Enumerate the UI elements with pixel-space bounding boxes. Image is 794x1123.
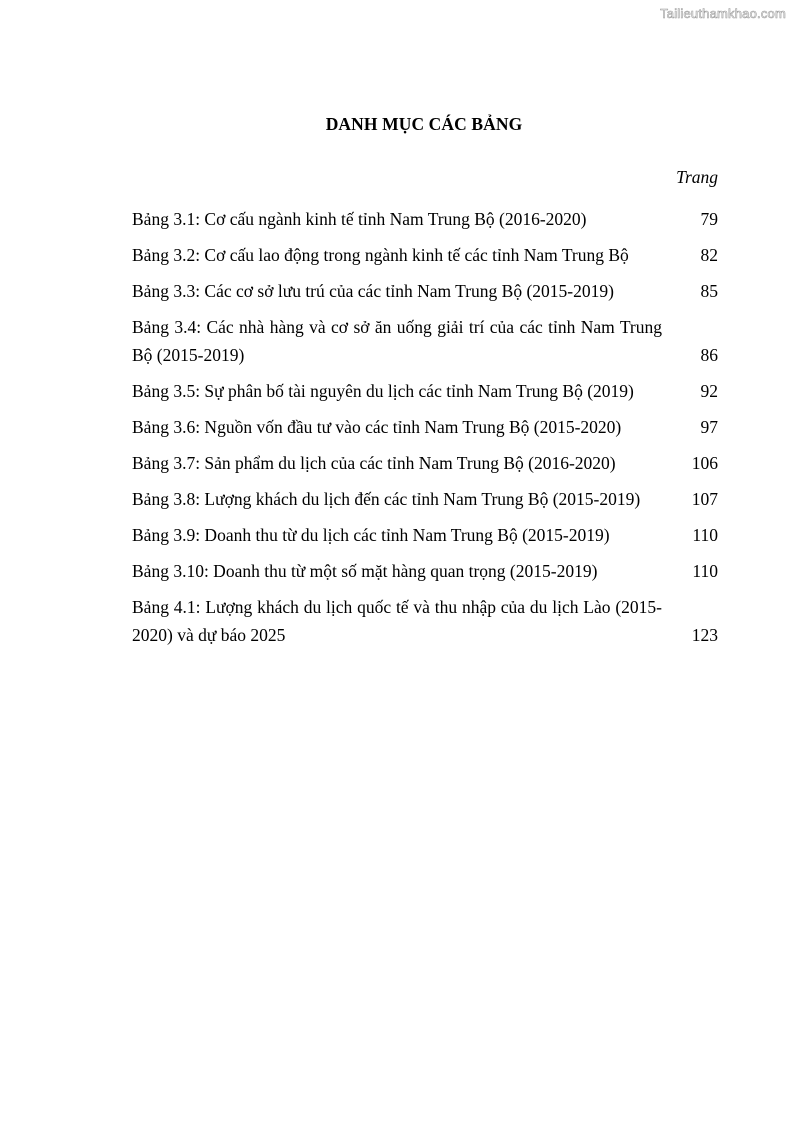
list-item[interactable] <box>132 557 718 585</box>
entry-title: Bảng 4.1: Lượng khách du lịch quốc tế và thu nhập của du lịch Lào (2015-2020) và dự báo 2025 <box>132 597 662 645</box>
entry-title: Bảng 3.7: Sản phẩm du lịch của các tỉnh Nam Trung Bộ (2016-2020) <box>132 453 616 473</box>
list-item[interactable] <box>132 313 718 369</box>
list-item[interactable] <box>132 377 718 405</box>
entry-page-number: 106 <box>691 453 718 473</box>
list-item[interactable] <box>132 593 718 649</box>
list-item[interactable] <box>132 277 718 305</box>
list-item[interactable] <box>132 449 718 477</box>
entry-title: Bảng 3.5: Sự phân bố tài nguyên du lịch các tỉnh Nam Trung Bộ (2019) <box>132 381 634 401</box>
entry-page-number: 86 <box>700 345 718 365</box>
list-item[interactable] <box>132 521 718 549</box>
entry-title: Bảng 3.8: Lượng khách du lịch đến các tỉnh Nam Trung Bộ (2015-2019) <box>132 489 641 509</box>
page-title: DANH MỤC CÁC BẢNG <box>325 114 523 134</box>
entry-page-number: 97 <box>700 417 718 437</box>
entry-title: Bảng 3.6: Nguồn vốn đầu tư vào các tỉnh Nam Trung Bộ (2015-2020) <box>132 417 622 437</box>
page-column-label: Trang <box>676 167 718 187</box>
entry-title: Bảng 3.3: Các cơ sở lưu trú của các tỉnh Nam Trung Bộ (2015-2019) <box>132 281 614 301</box>
entry-page-number: 123 <box>691 625 718 645</box>
entry-title: Bảng 3.9: Doanh thu từ du lịch các tỉnh Nam Trung Bộ (2015-2019) <box>132 525 610 545</box>
entry-title: Bảng 3.10: Doanh thu từ một số mặt hàng quan trọng (2015-2019) <box>132 561 598 581</box>
entry-page-number: 110 <box>692 561 718 581</box>
entry-title: Bảng 3.4: Các nhà hàng và cơ sở ăn uống giải trí của các tỉnh Nam Trung Bộ (2015-2019) <box>132 317 662 365</box>
entry-page-number: 79 <box>700 209 718 229</box>
entry-page-number: 92 <box>700 381 718 401</box>
list-item[interactable] <box>132 485 718 513</box>
watermark: Tailieuthamkhao.com <box>660 6 786 21</box>
table-list <box>132 205 718 657</box>
entry-page-number: 107 <box>691 489 718 509</box>
list-item[interactable] <box>132 413 718 441</box>
entry-page-number: 85 <box>700 281 718 301</box>
entry-page-number: 82 <box>700 245 718 265</box>
entry-page-number: 110 <box>692 525 718 545</box>
list-item[interactable] <box>132 205 718 233</box>
list-item[interactable] <box>132 241 718 269</box>
entry-title: Bảng 3.2: Cơ cấu lao động trong ngành kinh tế các tỉnh Nam Trung Bộ <box>132 245 629 265</box>
entry-title: Bảng 3.1: Cơ cấu ngành kinh tế tỉnh Nam Trung Bộ (2016-2020) <box>132 209 587 229</box>
